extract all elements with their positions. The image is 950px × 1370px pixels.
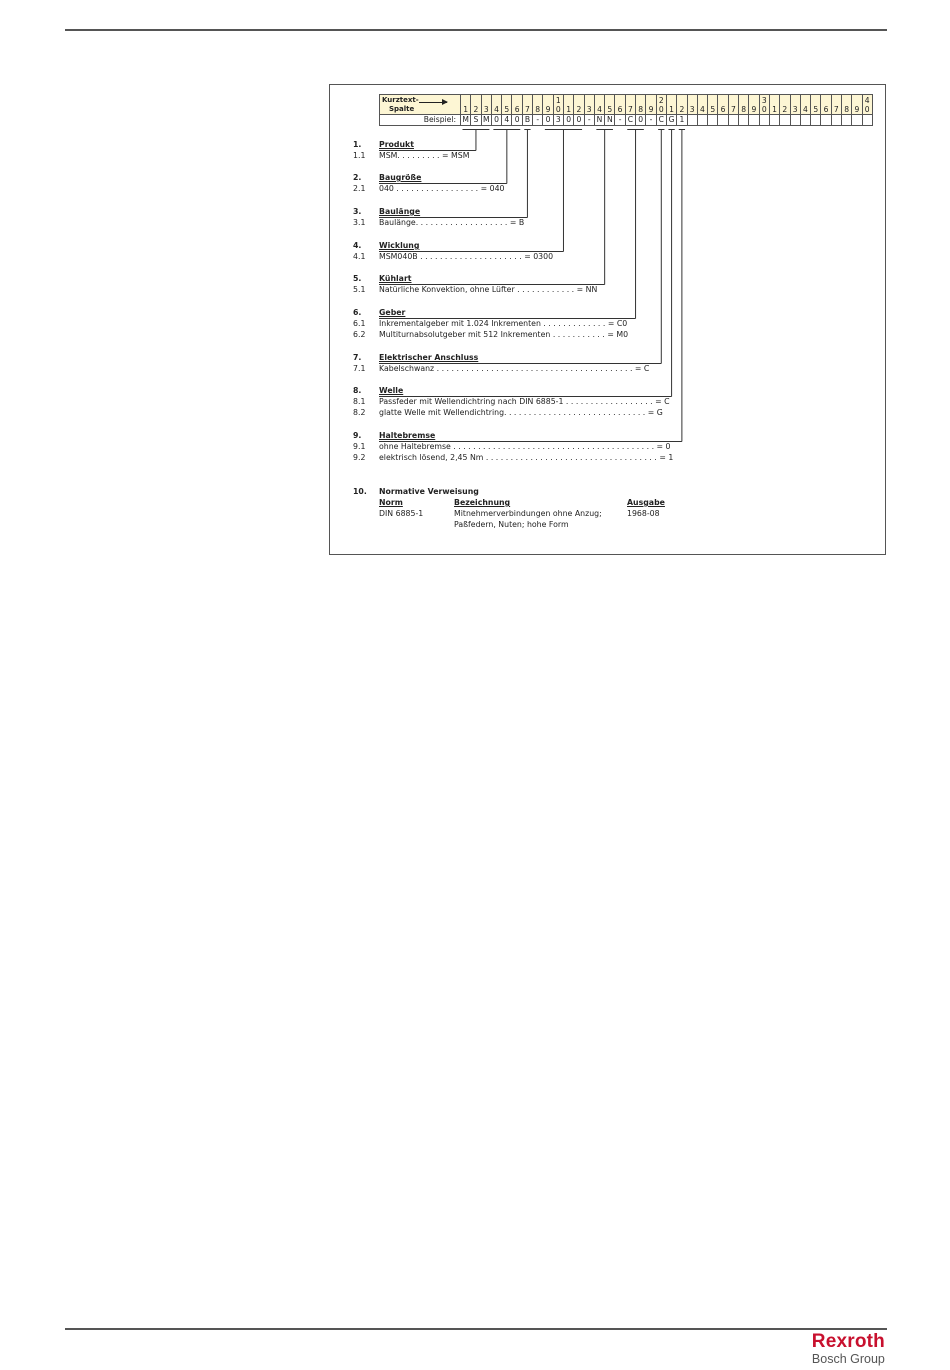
- item-text: elektrisch lösend, 2,45 Nm . . . . . . . . . . . . . . . . . . . . . . . . . . . . . . . . . . . = 1: [379, 453, 674, 462]
- example-cell: [800, 115, 810, 126]
- position-cell: [594, 95, 604, 115]
- section-title: Geber: [379, 308, 406, 317]
- position-digit: 4: [494, 105, 499, 114]
- position-cell: [687, 95, 697, 115]
- example-cell: N: [594, 115, 604, 126]
- position-cell: [852, 95, 862, 115]
- example-cell: [831, 115, 841, 126]
- top-rule: [65, 29, 887, 31]
- item-text: Natürliche Konvektion, ohne Lüfter . . . . . . . . . . . . = NN: [379, 285, 598, 294]
- position-digit: 1: [463, 105, 469, 114]
- tens-digit: 2: [658, 96, 664, 105]
- example-cell: [739, 115, 749, 126]
- example-cell: C: [625, 115, 635, 126]
- position-cell: [759, 95, 769, 115]
- position-digit: 8: [638, 105, 644, 114]
- item-text: ohne Haltebremse . . . . . . . . . . . . . . . . . . . . . . . . . . . . . . . . . . . . . . . . . = 0: [379, 442, 671, 451]
- position-cell: [790, 95, 800, 115]
- item-number: 4.1: [353, 252, 366, 261]
- position-cell: [800, 95, 810, 115]
- example-cell: [841, 115, 851, 126]
- position-digit: 3: [689, 105, 695, 114]
- section-title: Baugröße: [379, 173, 422, 182]
- position-cell: [584, 95, 594, 115]
- position-cell: [491, 95, 501, 115]
- position-digit: 7: [525, 105, 530, 114]
- section-number: 1.: [353, 140, 362, 149]
- position-digit: 4: [700, 105, 705, 114]
- item-text: Multiturnabsolutgeber mit 512 Inkrementen . . . . . . . . . . . = M0: [379, 330, 629, 339]
- logo-group: Bosch Group: [811, 1352, 885, 1366]
- bezeichnung-line-2: Paßfedern, Nuten; hohe Form: [454, 520, 569, 529]
- example-cell: [687, 115, 697, 126]
- position-digit: 1: [772, 105, 777, 114]
- position-cell: [461, 95, 471, 115]
- position-cell: [780, 95, 790, 115]
- spalte-label: Spalte: [389, 104, 415, 113]
- arrow-right-icon: [419, 102, 447, 103]
- position-cell: [677, 95, 687, 115]
- example-cell: [769, 115, 779, 126]
- position-cell: [666, 95, 676, 115]
- tens-digit: 4: [864, 96, 870, 105]
- example-cell: 1: [677, 115, 687, 126]
- position-cell: [739, 95, 749, 115]
- example-cell: 0: [543, 115, 553, 126]
- position-digit: 0: [555, 105, 561, 114]
- item-text: glatte Welle mit Wellendichtring. . . . . . . . . . . . . . . . . . . . . . . . . . . . . = G: [379, 408, 663, 417]
- position-digit: 9: [751, 105, 757, 114]
- col-bezeichnung-header: Bezeichnung: [454, 498, 511, 507]
- position-digit: 9: [545, 105, 551, 114]
- section-number: 3.: [353, 207, 362, 216]
- position-cell: [615, 95, 625, 115]
- position-cell: [708, 95, 718, 115]
- position-cell: [862, 95, 872, 115]
- position-digit: 2: [473, 105, 479, 114]
- rexroth-logo: [812, 1332, 885, 1366]
- position-cell: [718, 95, 728, 115]
- section-number: 4.: [353, 241, 362, 250]
- beispiel-label: Beispiel:: [380, 115, 461, 126]
- item-number: 8.1: [353, 397, 366, 406]
- position-digit: 6: [823, 105, 829, 114]
- example-cell: 0: [636, 115, 646, 126]
- norm-value: DIN 6885-1: [379, 509, 424, 518]
- position-cell: [563, 95, 573, 115]
- position-cell: [502, 95, 512, 115]
- example-cell: 3: [553, 115, 563, 126]
- item-text: Passfeder mit Wellendichtring nach DIN 6885-1 . . . . . . . . . . . . . . . . . . = C: [379, 397, 670, 406]
- section-number: 8.: [353, 386, 362, 395]
- item-text: MSM. . . . . . . . . = MSM: [379, 151, 470, 160]
- position-cell: [821, 95, 831, 115]
- position-digit: 4: [597, 105, 602, 114]
- item-number: 6.1: [353, 319, 366, 328]
- position-cell: [481, 95, 491, 115]
- section-title: Baulänge: [379, 207, 421, 216]
- section-number: 5.: [353, 274, 362, 283]
- example-cell: [718, 115, 728, 126]
- position-digit: 5: [607, 105, 613, 114]
- example-cell: S: [471, 115, 481, 126]
- position-digit: 6: [514, 105, 520, 114]
- position-cell: [471, 95, 481, 115]
- position-cell: [646, 95, 656, 115]
- example-cell: [852, 115, 862, 126]
- kurztext-spalte-label: [380, 95, 461, 115]
- item-number: 9.1: [353, 442, 366, 451]
- position-cell: [533, 95, 543, 115]
- bottom-rule: [65, 1328, 887, 1330]
- item-text: Kabelschwanz . . . . . . . . . . . . . . . . . . . . . . . . . . . . . . . . . . . . . . . . = C: [379, 364, 650, 373]
- example-cell: [780, 115, 790, 126]
- position-digit: 4: [803, 105, 808, 114]
- position-digit: 0: [761, 105, 767, 114]
- section-number: 10.: [353, 487, 367, 496]
- example-cell: -: [533, 115, 543, 126]
- item-text: Baulänge. . . . . . . . . . . . . . . . . . . = B: [379, 218, 525, 227]
- position-cell: [769, 95, 779, 115]
- section-title: Normative Verweisung: [379, 487, 479, 496]
- section-title: Welle: [379, 386, 404, 395]
- position-cell: [697, 95, 707, 115]
- section-number: 7.: [353, 353, 362, 362]
- item-text: 040 . . . . . . . . . . . . . . . . . = 040: [379, 184, 505, 193]
- ausgabe-value: 1968-08: [627, 509, 660, 518]
- section-number: 6.: [353, 308, 362, 317]
- section-title: Elektrischer Anschluss: [379, 353, 479, 362]
- position-cell: [553, 95, 563, 115]
- position-cell: [811, 95, 821, 115]
- example-row: [380, 115, 873, 126]
- position-cell: [605, 95, 615, 115]
- position-row: [380, 95, 873, 115]
- position-digit: 8: [741, 105, 747, 114]
- position-digit: 3: [586, 105, 592, 114]
- example-cell: -: [646, 115, 656, 126]
- position-digit: 3: [483, 105, 489, 114]
- example-cell: C: [656, 115, 666, 126]
- example-cell: [790, 115, 800, 126]
- section-title: Produkt: [379, 140, 414, 149]
- position-digit: 7: [833, 105, 839, 114]
- example-cell: [728, 115, 738, 126]
- logo-brand: Rexroth: [811, 1331, 885, 1352]
- type-code-table: [379, 94, 873, 126]
- position-digit: 7: [730, 105, 736, 114]
- position-digit: 2: [782, 105, 788, 114]
- position-cell: [512, 95, 522, 115]
- item-number: 9.2: [353, 453, 366, 462]
- example-cell: [821, 115, 831, 126]
- example-cell: B: [522, 115, 532, 126]
- section-title: Wicklung: [379, 241, 420, 250]
- section-title: Haltebremse: [379, 431, 436, 440]
- example-cell: N: [605, 115, 615, 126]
- position-digit: 5: [504, 105, 510, 114]
- item-text: MSM040B . . . . . . . . . . . . . . . . . . . . . = 0300: [379, 252, 554, 261]
- example-cell: -: [584, 115, 594, 126]
- section-number: 2.: [353, 173, 362, 182]
- position-cell: [656, 95, 666, 115]
- example-cell: 0: [563, 115, 573, 126]
- kurztext-label: Kurztext-: [382, 95, 419, 104]
- position-cell: [831, 95, 841, 115]
- position-digit: 6: [617, 105, 623, 114]
- example-cell: [749, 115, 759, 126]
- col-norm-header: Norm: [379, 498, 403, 507]
- item-number: 8.2: [353, 408, 366, 417]
- example-cell: M: [462, 115, 469, 124]
- position-cell: [625, 95, 635, 115]
- example-cell: [708, 115, 718, 126]
- bezeichnung-line-1: Mitnehmerverbindungen ohne Anzug;: [454, 509, 602, 518]
- item-number: 1.1: [353, 151, 366, 160]
- item-text: Inkrementalgeber mit 1.024 Inkrementen . . . . . . . . . . . . . = C0: [379, 319, 628, 328]
- position-digit: 8: [535, 105, 541, 114]
- item-number: 7.1: [353, 364, 366, 373]
- example-cell: [697, 115, 707, 126]
- item-number: 5.1: [353, 285, 366, 294]
- tens-digit: 3: [761, 96, 767, 105]
- tens-digit: 1: [555, 96, 561, 105]
- position-cell: [636, 95, 646, 115]
- position-digit: 9: [648, 105, 654, 114]
- item-number: 6.2: [353, 330, 366, 339]
- example-cell: 0: [512, 115, 522, 126]
- item-number: 2.1: [353, 184, 366, 193]
- position-digit: 9: [854, 105, 860, 114]
- position-cell: [574, 95, 584, 115]
- position-digit: 5: [710, 105, 716, 114]
- example-cell: [759, 115, 769, 126]
- position-digit: 1: [566, 105, 572, 114]
- col-ausgabe-header: Ausgabe: [627, 498, 665, 507]
- example-cell: [811, 115, 821, 126]
- example-cell: -: [615, 115, 625, 126]
- example-cell: 0: [491, 115, 501, 126]
- example-cell: [862, 115, 872, 126]
- position-cell: [522, 95, 532, 115]
- position-digit: 2: [576, 105, 582, 114]
- position-digit: 2: [679, 105, 685, 114]
- example-cell: 0: [574, 115, 584, 126]
- example-cell: M: [482, 115, 490, 124]
- position-digit: 8: [844, 105, 850, 114]
- position-digit: 7: [627, 105, 633, 114]
- section-number: 9.: [353, 431, 362, 440]
- position-digit: 6: [720, 105, 726, 114]
- position-cell: [543, 95, 553, 115]
- example-cell: G: [666, 115, 676, 126]
- position-digit: 0: [658, 105, 664, 114]
- position-cell: [749, 95, 759, 115]
- item-number: 3.1: [353, 218, 366, 227]
- position-cell: [728, 95, 738, 115]
- position-digit: 3: [792, 105, 798, 114]
- example-cell: 4: [502, 115, 512, 126]
- position-digit: 0: [864, 105, 870, 114]
- position-digit: 1: [669, 105, 674, 114]
- position-cell: [841, 95, 851, 115]
- position-digit: 5: [813, 105, 819, 114]
- section-title: Kühlart: [379, 274, 412, 283]
